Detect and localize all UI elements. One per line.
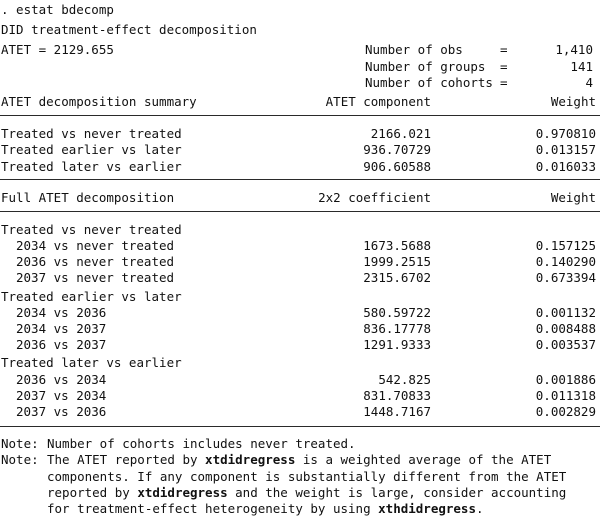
full-table-header [0, 190, 600, 206]
atet-component-value: 2166.021 [370, 126, 431, 142]
table-row [0, 270, 600, 286]
weight-value: 0.673394 [535, 270, 596, 286]
note-text [47, 485, 566, 501]
weight-value: 0.011318 [535, 387, 596, 403]
note-segment: and the weight is large, consider accounting [227, 484, 567, 500]
note-prefix: Note: [1, 436, 39, 452]
row-label: Treated later vs earlier [1, 158, 182, 174]
note-segment: reported by [47, 484, 138, 500]
weight-value: 0.970810 [535, 126, 596, 142]
equals-sign: = [500, 58, 508, 74]
row-label: 2034 vs never treated [16, 238, 175, 254]
summary-table [0, 94, 600, 180]
table-row [0, 321, 600, 337]
row-label: 2037 vs never treated [16, 270, 175, 286]
coefficient-value: 831.70833 [363, 387, 431, 403]
atet-component-value: 906.60588 [363, 158, 431, 174]
table-divider [0, 179, 600, 180]
note-text [47, 501, 484, 517]
note-segment: is a weighted average of the ATET [295, 452, 552, 468]
group-label-text: Treated earlier vs later [1, 288, 182, 304]
group-label-text: Treated later vs earlier [1, 355, 182, 371]
coefficient-value: 1291.9333 [363, 337, 431, 353]
weight-value: 0.157125 [535, 238, 596, 254]
row-label: 2037 vs 2036 [16, 403, 107, 419]
note-segment: for treatment-effect heterogeneity by using [47, 500, 379, 516]
coefficient-value: 1673.5688 [363, 238, 431, 254]
table-divider [0, 211, 600, 212]
coefficient-value: 2315.6702 [363, 270, 431, 286]
stat-label-obs: Number of obs [365, 42, 463, 58]
stat-value-cohorts: 4 [585, 74, 593, 90]
note-segment: The ATET reported by [47, 452, 206, 468]
summary-header-label: ATET decomposition summary [1, 93, 197, 109]
weight-value: 0.013157 [535, 142, 596, 158]
summary-header-weight: Weight [550, 93, 596, 109]
note-segment: . [475, 500, 484, 516]
stat-label-cohorts: Number of cohorts [365, 74, 493, 90]
coefficient-value: 1999.2515 [363, 254, 431, 270]
atet-value: ATET = 2129.655 [1, 42, 114, 58]
summary-row [0, 126, 600, 142]
note-line [0, 436, 600, 452]
group-label-text: Treated vs never treated [1, 221, 182, 237]
equals-sign: = [500, 74, 508, 90]
header-stats-block [0, 42, 600, 91]
coefficient-value: 836.17778 [363, 321, 431, 336]
weight-value: 0.140290 [535, 254, 596, 270]
table-row [0, 238, 600, 254]
full-header-weight: Weight [550, 189, 596, 205]
note-line [0, 452, 600, 468]
coefficient-value: 580.59722 [363, 304, 431, 320]
note-line [0, 485, 600, 501]
table-row [0, 372, 600, 388]
weight-value: 0.008488 [535, 321, 596, 336]
note-line [0, 501, 600, 517]
coefficient-value: 542.825 [378, 371, 431, 387]
weight-value: 0.001886 [535, 371, 596, 387]
full-header-coefficient: 2x2 coefficient [318, 189, 431, 205]
note-text [47, 452, 551, 468]
note-line [0, 469, 600, 485]
table-row [0, 337, 600, 353]
coefficient-value: 1448.7167 [363, 403, 431, 419]
row-label: Treated earlier vs later [1, 142, 182, 158]
row-label: 2036 vs never treated [16, 254, 175, 270]
summary-header-component: ATET component [325, 93, 431, 109]
table-row [0, 305, 600, 321]
group-header [0, 289, 600, 305]
weight-value: 0.002829 [535, 403, 596, 419]
row-label: 2036 vs 2037 [16, 337, 107, 353]
command-name-xthdidregress: xthdidregress [378, 500, 476, 516]
group-header [0, 222, 600, 238]
stat-row-obs [0, 42, 600, 58]
weight-value: 0.016033 [535, 158, 596, 174]
summary-table-header [0, 94, 600, 110]
summary-row [0, 142, 600, 158]
note-prefix: Note: [1, 452, 39, 468]
output-title: DID treatment-effect decomposition [1, 22, 257, 38]
summary-row [0, 159, 600, 175]
stat-label-groups: Number of groups [365, 58, 486, 74]
command-line [0, 2, 600, 18]
table-row [0, 404, 600, 420]
row-label: 2036 vs 2034 [16, 371, 107, 387]
weight-value: 0.001132 [535, 304, 596, 320]
table-row [0, 388, 600, 404]
row-label: Treated vs never treated [1, 126, 182, 142]
output-title-line [0, 22, 600, 38]
stat-row-cohorts [0, 75, 600, 91]
stat-row-groups [0, 59, 600, 75]
row-label: 2034 vs 2037 [16, 321, 107, 336]
command-text: . estat bdecomp [1, 2, 114, 17]
weight-value: 0.003537 [535, 337, 596, 353]
atet-component-value: 936.70729 [363, 142, 431, 158]
command-name-xtdidregress: xtdidregress [137, 484, 228, 500]
stat-value-obs: 1,410 [555, 42, 593, 58]
command-name-xtdidregress: xtdidregress [205, 452, 296, 468]
stat-value-groups: 141 [570, 58, 593, 74]
note-text: Number of cohorts includes never treated. [47, 436, 356, 452]
row-label: 2037 vs 2034 [16, 387, 107, 403]
full-header-label: Full ATET decomposition [1, 189, 175, 205]
row-label: 2034 vs 2036 [16, 304, 107, 320]
full-decomposition-table [0, 190, 600, 427]
group-header [0, 355, 600, 371]
notes-block [0, 436, 600, 517]
equals-sign: = [500, 42, 508, 58]
table-divider [0, 115, 600, 116]
note-text: components. If any component is substantially different from the ATET [47, 468, 567, 484]
table-divider [0, 426, 600, 427]
table-row [0, 254, 600, 270]
